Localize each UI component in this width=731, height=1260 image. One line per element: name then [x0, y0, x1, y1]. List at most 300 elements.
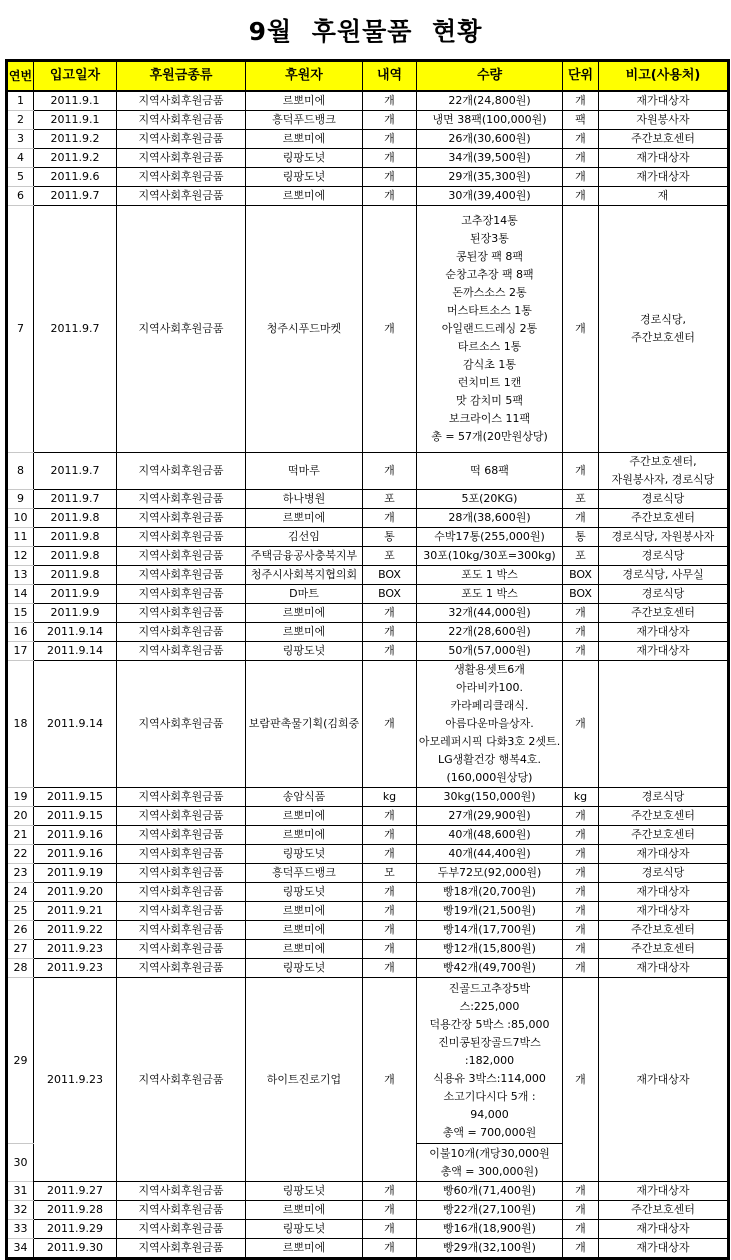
unit-cell: 개: [563, 845, 599, 864]
item-cell: 개: [363, 91, 417, 111]
type-cell: 지역사회후원금품: [117, 91, 246, 111]
cell-line: 진골드고추장5박: [448, 981, 531, 995]
cell-line: 아모레퍼시픽 다화3호 2셋트.: [418, 735, 561, 748]
cell-line: 총 = 57개(20만원상당): [431, 430, 548, 443]
item-cell: 개: [363, 1220, 417, 1239]
header-no: 연번: [7, 61, 34, 92]
unit-cell: 포: [563, 547, 599, 566]
donor-cell: 김선임: [246, 528, 363, 547]
cell-line: 카라페리클래식.: [450, 699, 529, 712]
note-cell: 경로식당, 자원봉사자: [599, 528, 729, 547]
header-unit: 단위: [563, 61, 599, 92]
qty-cell: [417, 978, 563, 1144]
table-row: [7, 1182, 729, 1201]
row-number: 16: [7, 623, 34, 642]
row-number: 33: [7, 1220, 34, 1239]
cell-line: 총액 = 700,000원: [442, 1125, 537, 1139]
note-cell: 주간보호센터: [599, 807, 729, 826]
note-cell: 재가대상자: [599, 1182, 729, 1201]
note-cell: 주간보호센터: [599, 1201, 729, 1220]
donor-cell: 르뽀미에: [246, 902, 363, 921]
donor-cell: 르뽀미에: [246, 807, 363, 826]
unit-cell: 개: [563, 940, 599, 959]
date-cell: 2011.9.8: [34, 528, 117, 547]
unit-cell: 개: [563, 959, 599, 978]
unit-cell: 개: [563, 623, 599, 642]
item-cell: 개: [363, 940, 417, 959]
note-cell: 재가대상자: [599, 1239, 729, 1259]
qty-cell: 50개(57,000원): [417, 642, 563, 661]
date-cell: 2011.9.8: [34, 566, 117, 585]
item-cell: 개: [363, 604, 417, 623]
note-cell: 주간보호센터: [599, 509, 729, 528]
type-cell: 지역사회후원금품: [117, 807, 246, 826]
table-row: [7, 490, 729, 509]
table-row: [7, 661, 729, 788]
item-cell: 개: [363, 826, 417, 845]
donor-cell: 링팡도넛: [246, 168, 363, 187]
type-cell: 지역사회후원금품: [117, 623, 246, 642]
cell-line: 고추장14통: [461, 214, 518, 227]
item-cell: 개: [363, 1239, 417, 1259]
unit-cell: 개: [563, 902, 599, 921]
qty-cell: 빵42개(49,700원): [417, 959, 563, 978]
note-cell: 재가대상자: [599, 959, 729, 978]
note-cell: [599, 453, 729, 490]
table-row: [7, 959, 729, 978]
header-row: [7, 61, 729, 92]
unit-cell: 개: [563, 91, 599, 111]
donor-cell: 르뽀미에: [246, 826, 363, 845]
donor-cell: 르뽀미에: [246, 940, 363, 959]
item-cell: 개: [363, 623, 417, 642]
item-cell: 개: [363, 168, 417, 187]
date-cell: 2011.9.7: [34, 453, 117, 490]
cell-line: 된장3통: [470, 232, 509, 245]
unit-cell: 개: [563, 187, 599, 206]
date-cell: 2011.9.20: [34, 883, 117, 902]
date-cell: 2011.9.16: [34, 826, 117, 845]
note-cell: 주간보호센터: [599, 130, 729, 149]
donor-cell: 청주시푸드마켓: [246, 206, 363, 453]
table-row: [7, 149, 729, 168]
unit-cell: 개: [563, 642, 599, 661]
donor-cell: 르뽀미에: [246, 91, 363, 111]
cell-line: 아름다운마을상자.: [445, 717, 534, 730]
row-number: 20: [7, 807, 34, 826]
table-row: [7, 206, 729, 453]
donor-cell: 링팡도넛: [246, 883, 363, 902]
item-cell: kg: [363, 788, 417, 807]
qty-cell: 22개(28,600원): [417, 623, 563, 642]
item-cell: 개: [363, 661, 417, 788]
table-row: [7, 978, 729, 1144]
type-cell: 지역사회후원금품: [117, 168, 246, 187]
header-type: 후원금종류: [117, 61, 246, 92]
type-cell: 지역사회후원금품: [117, 1220, 246, 1239]
note-cell: 경로식당: [599, 547, 729, 566]
date-cell: 2011.9.6: [34, 168, 117, 187]
qty-cell: [417, 661, 563, 788]
qty-cell: 40개(44,400원): [417, 845, 563, 864]
cell-line: 런치미트 1캔: [457, 376, 522, 389]
date-cell: 2011.9.30: [34, 1239, 117, 1259]
qty-cell: 29개(35,300원): [417, 168, 563, 187]
qty-cell: 빵29개(32,100원): [417, 1239, 563, 1259]
table-row: [7, 111, 729, 130]
donor-cell: 르뽀미에: [246, 623, 363, 642]
cell-line: 주간보호센터: [631, 331, 695, 344]
unit-cell: 개: [563, 604, 599, 623]
qty-cell: 빵22개(27,100원): [417, 1201, 563, 1220]
row-number: 6: [7, 187, 34, 206]
donor-cell: 흥덕푸드뱅크: [246, 111, 363, 130]
qty-cell: 34개(39,500원): [417, 149, 563, 168]
row-number: 31: [7, 1182, 34, 1201]
unit-cell: 개: [563, 168, 599, 187]
unit-cell: 개: [563, 864, 599, 883]
unit-cell: 개: [563, 807, 599, 826]
row-number: 22: [7, 845, 34, 864]
item-cell: 개: [363, 883, 417, 902]
note-cell: 재가대상자: [599, 149, 729, 168]
unit-cell: 포: [563, 490, 599, 509]
unit-cell: 개: [563, 978, 599, 1182]
donor-cell: 링팡도넛: [246, 149, 363, 168]
table-row: [7, 788, 729, 807]
note-cell: 주간보호센터: [599, 940, 729, 959]
row-number: 17: [7, 642, 34, 661]
note-cell: 재가대상자: [599, 623, 729, 642]
type-cell: 지역사회후원금품: [117, 509, 246, 528]
qty-cell: 30kg(150,000원): [417, 788, 563, 807]
row-number: 34: [7, 1239, 34, 1259]
unit-cell: 개: [563, 1182, 599, 1201]
type-cell: 지역사회후원금품: [117, 566, 246, 585]
date-cell: 2011.9.15: [34, 788, 117, 807]
date-cell: 2011.9.7: [34, 187, 117, 206]
note-cell: 재가대상자: [599, 1220, 729, 1239]
qty-cell: 수박17통(255,000원): [417, 528, 563, 547]
type-cell: 지역사회후원금품: [117, 528, 246, 547]
row-number: 15: [7, 604, 34, 623]
date-cell: 2011.9.22: [34, 921, 117, 940]
note-cell: 재가대상자: [599, 168, 729, 187]
row-number: 32: [7, 1201, 34, 1220]
qty-cell: [417, 206, 563, 453]
type-cell: 지역사회후원금품: [117, 1239, 246, 1259]
cell-line: 소고기다시다 5개 :: [443, 1089, 536, 1103]
donor-cell: 청주시사회복지협의회: [246, 566, 363, 585]
row-number: 13: [7, 566, 34, 585]
donor-cell: 르뽀미에: [246, 509, 363, 528]
unit-cell: 개: [563, 1201, 599, 1220]
item-cell: 개: [363, 921, 417, 940]
type-cell: 지역사회후원금품: [117, 453, 246, 490]
table-row: [7, 845, 729, 864]
unit-cell: 개: [563, 661, 599, 788]
date-cell: 2011.9.9: [34, 604, 117, 623]
qty-cell: 포도 1 박스: [417, 585, 563, 604]
cell-line: 식용유 3박스:114,000: [433, 1071, 546, 1085]
unit-cell: 개: [563, 149, 599, 168]
item-cell: 개: [363, 807, 417, 826]
donor-cell: 르뽀미에: [246, 1239, 363, 1259]
unit-cell: 개: [563, 509, 599, 528]
item-cell: 개: [363, 509, 417, 528]
date-cell: 2011.9.28: [34, 1201, 117, 1220]
table-row: [7, 940, 729, 959]
donor-cell: 르뽀미에: [246, 921, 363, 940]
row-number: 8: [7, 453, 34, 490]
cell-line: 진미콩된장골드7박스: [438, 1035, 541, 1049]
row-number: 9: [7, 490, 34, 509]
qty-cell: 떡 68팩: [417, 453, 563, 490]
item-cell: 개: [363, 642, 417, 661]
item-cell: 개: [363, 978, 417, 1182]
item-cell: 개: [363, 130, 417, 149]
donor-cell: 떡마루: [246, 453, 363, 490]
date-cell: 2011.9.15: [34, 807, 117, 826]
note-cell: 재가대상자: [599, 883, 729, 902]
unit-cell: BOX: [563, 585, 599, 604]
date-cell: 2011.9.29: [34, 1220, 117, 1239]
cell-line: 생활용셋트6개: [454, 663, 525, 676]
table-row: [7, 1239, 729, 1259]
qty-cell: 빵12개(15,800원): [417, 940, 563, 959]
type-cell: 지역사회후원금품: [117, 206, 246, 453]
row-number: 10: [7, 509, 34, 528]
row-number: 30: [7, 1144, 34, 1182]
type-cell: 지역사회후원금품: [117, 547, 246, 566]
note-cell: 재: [599, 187, 729, 206]
row-number: 1: [7, 91, 34, 111]
note-cell: 경로식당: [599, 585, 729, 604]
table-row: [7, 1201, 729, 1220]
cell-line: 총액 = 300,000원): [440, 1164, 539, 1178]
type-cell: 지역사회후원금품: [117, 490, 246, 509]
row-number: 28: [7, 959, 34, 978]
row-number: 14: [7, 585, 34, 604]
table-row: [7, 902, 729, 921]
table-row: [7, 883, 729, 902]
date-cell: 2011.9.23: [34, 959, 117, 978]
donor-cell: 르뽀미에: [246, 130, 363, 149]
note-cell: 재가대상자: [599, 902, 729, 921]
row-number: 29: [7, 978, 34, 1144]
row-number: 26: [7, 921, 34, 940]
date-cell: 2011.9.9: [34, 585, 117, 604]
cell-line: 감식초 1통: [463, 358, 516, 371]
date-cell: 2011.9.8: [34, 509, 117, 528]
type-cell: 지역사회후원금품: [117, 187, 246, 206]
row-number: 25: [7, 902, 34, 921]
item-cell: 개: [363, 453, 417, 490]
cell-line: 순창고추장 팩 8팩: [445, 268, 534, 281]
qty-cell: 빵14개(17,700원): [417, 921, 563, 940]
qty-cell: 26개(30,600원): [417, 130, 563, 149]
unit-cell: 개: [563, 206, 599, 453]
qty-cell: 5포(20KG): [417, 490, 563, 509]
date-cell: 2011.9.23: [34, 940, 117, 959]
donor-cell: 르뽀미에: [246, 187, 363, 206]
note-cell: 경로식당: [599, 490, 729, 509]
unit-cell: 통: [563, 528, 599, 547]
qty-cell: [417, 1144, 563, 1182]
note-cell: 재가대상자: [599, 978, 729, 1182]
row-number: 27: [7, 940, 34, 959]
table-row: [7, 187, 729, 206]
qty-cell: 30포(10kg/30포=300kg): [417, 547, 563, 566]
qty-cell: 27개(29,900원): [417, 807, 563, 826]
unit-cell: 개: [563, 1220, 599, 1239]
item-cell: 포: [363, 490, 417, 509]
donor-cell: 링팡도넛: [246, 959, 363, 978]
donor-cell: 하나병원: [246, 490, 363, 509]
note-cell: 경로식당, 사무실: [599, 566, 729, 585]
type-cell: 지역사회후원금품: [117, 585, 246, 604]
header-date: 입고일자: [34, 61, 117, 92]
qty-cell: 두부72모(92,000원): [417, 864, 563, 883]
qty-cell: 22개(24,800원): [417, 91, 563, 111]
date-cell: 2011.9.14: [34, 623, 117, 642]
date-cell: 2011.9.23: [34, 978, 117, 1182]
cell-line: (160,000원상당): [446, 771, 533, 784]
cell-line: 스:225,000: [459, 999, 520, 1013]
item-cell: 개: [363, 187, 417, 206]
type-cell: 지역사회후원금품: [117, 959, 246, 978]
unit-cell: BOX: [563, 566, 599, 585]
qty-cell: 포도 1 박스: [417, 566, 563, 585]
note-cell: [599, 661, 729, 788]
header-item: 내역: [363, 61, 417, 92]
donor-cell: 르뽀미에: [246, 604, 363, 623]
donor-cell: 주택금융공사충북지부: [246, 547, 363, 566]
table-row: [7, 585, 729, 604]
cell-line: 콩된장 팩 8팩: [455, 250, 524, 263]
type-cell: 지역사회후원금품: [117, 978, 246, 1182]
note-cell: 경로식당: [599, 788, 729, 807]
qty-cell: 빵60개(71,400원): [417, 1182, 563, 1201]
cell-line: 경로식당,: [639, 313, 686, 326]
row-number: 2: [7, 111, 34, 130]
table-row: [7, 509, 729, 528]
row-number: 7: [7, 206, 34, 453]
header-note: 비고(사용처): [599, 61, 729, 92]
table-row: [7, 1220, 729, 1239]
cell-line: 타르소스 1통: [457, 340, 522, 353]
date-cell: 2011.9.1: [34, 111, 117, 130]
date-cell: 2011.9.1: [34, 91, 117, 111]
table-row: [7, 604, 729, 623]
qty-cell: 냉면 38팩(100,000원): [417, 111, 563, 130]
table-row: [7, 566, 729, 585]
note-cell: 주간보호센터: [599, 826, 729, 845]
table-row: [7, 528, 729, 547]
item-cell: 개: [363, 959, 417, 978]
date-cell: 2011.9.7: [34, 490, 117, 509]
cell-line: 보크라이스 11팩: [448, 412, 531, 425]
table-row: [7, 807, 729, 826]
item-cell: 개: [363, 1182, 417, 1201]
unit-cell: 개: [563, 826, 599, 845]
type-cell: 지역사회후원금품: [117, 604, 246, 623]
header-donor: 후원자: [246, 61, 363, 92]
type-cell: 지역사회후원금품: [117, 921, 246, 940]
item-cell: 통: [363, 528, 417, 547]
table-row: [7, 921, 729, 940]
date-cell: 2011.9.8: [34, 547, 117, 566]
table-row: [7, 623, 729, 642]
row-number: 19: [7, 788, 34, 807]
table-row: [7, 91, 729, 111]
date-cell: 2011.9.2: [34, 149, 117, 168]
note-cell: 재가대상자: [599, 845, 729, 864]
row-number: 18: [7, 661, 34, 788]
page-title: 9월 후원물품 현황: [248, 17, 483, 46]
type-cell: 지역사회후원금품: [117, 826, 246, 845]
donor-cell: D마트: [246, 585, 363, 604]
table-row: [7, 642, 729, 661]
row-number: 3: [7, 130, 34, 149]
cell-line: 아일랜드드레싱 2통: [441, 322, 538, 335]
note-cell: 재가대상자: [599, 642, 729, 661]
type-cell: 지역사회후원금품: [117, 130, 246, 149]
item-cell: 개: [363, 206, 417, 453]
note-cell: 주간보호센터: [599, 921, 729, 940]
row-number: 5: [7, 168, 34, 187]
type-cell: 지역사회후원금품: [117, 864, 246, 883]
note-cell: [599, 206, 729, 453]
table-row: [7, 168, 729, 187]
qty-cell: 빵18개(20,700원): [417, 883, 563, 902]
donor-cell: 링팡도넛: [246, 1182, 363, 1201]
table-row: [7, 864, 729, 883]
row-number: 4: [7, 149, 34, 168]
unit-cell: 개: [563, 883, 599, 902]
qty-cell: 32개(44,000원): [417, 604, 563, 623]
item-cell: 개: [363, 111, 417, 130]
unit-cell: 개: [563, 921, 599, 940]
type-cell: 지역사회후원금품: [117, 788, 246, 807]
row-number: 23: [7, 864, 34, 883]
donation-table: [5, 59, 730, 1260]
cell-line: 머스타트소스 1통: [447, 304, 532, 317]
note-cell: 경로식당: [599, 864, 729, 883]
type-cell: 지역사회후원금품: [117, 940, 246, 959]
note-cell: 주간보호센터: [599, 604, 729, 623]
cell-line: 돈까스소스 2통: [452, 286, 527, 299]
date-cell: 2011.9.19: [34, 864, 117, 883]
item-cell: BOX: [363, 585, 417, 604]
type-cell: 지역사회후원금품: [117, 642, 246, 661]
note-cell: 재가대상자: [599, 91, 729, 111]
date-cell: 2011.9.2: [34, 130, 117, 149]
donor-cell: 링팡도넛: [246, 642, 363, 661]
qty-cell: 빵16개(18,900원): [417, 1220, 563, 1239]
qty-cell: 30개(39,400원): [417, 187, 563, 206]
type-cell: 지역사회후원금품: [117, 1182, 246, 1201]
cell-line: :182,000: [464, 1053, 515, 1067]
unit-cell: kg: [563, 788, 599, 807]
item-cell: 개: [363, 902, 417, 921]
cell-line: 아라비카100.: [456, 681, 523, 694]
cell-line: 주간보호센터,: [629, 455, 697, 468]
type-cell: 지역사회후원금품: [117, 661, 246, 788]
donor-cell: 링팡도넛: [246, 1220, 363, 1239]
row-number: 12: [7, 547, 34, 566]
item-cell: BOX: [363, 566, 417, 585]
